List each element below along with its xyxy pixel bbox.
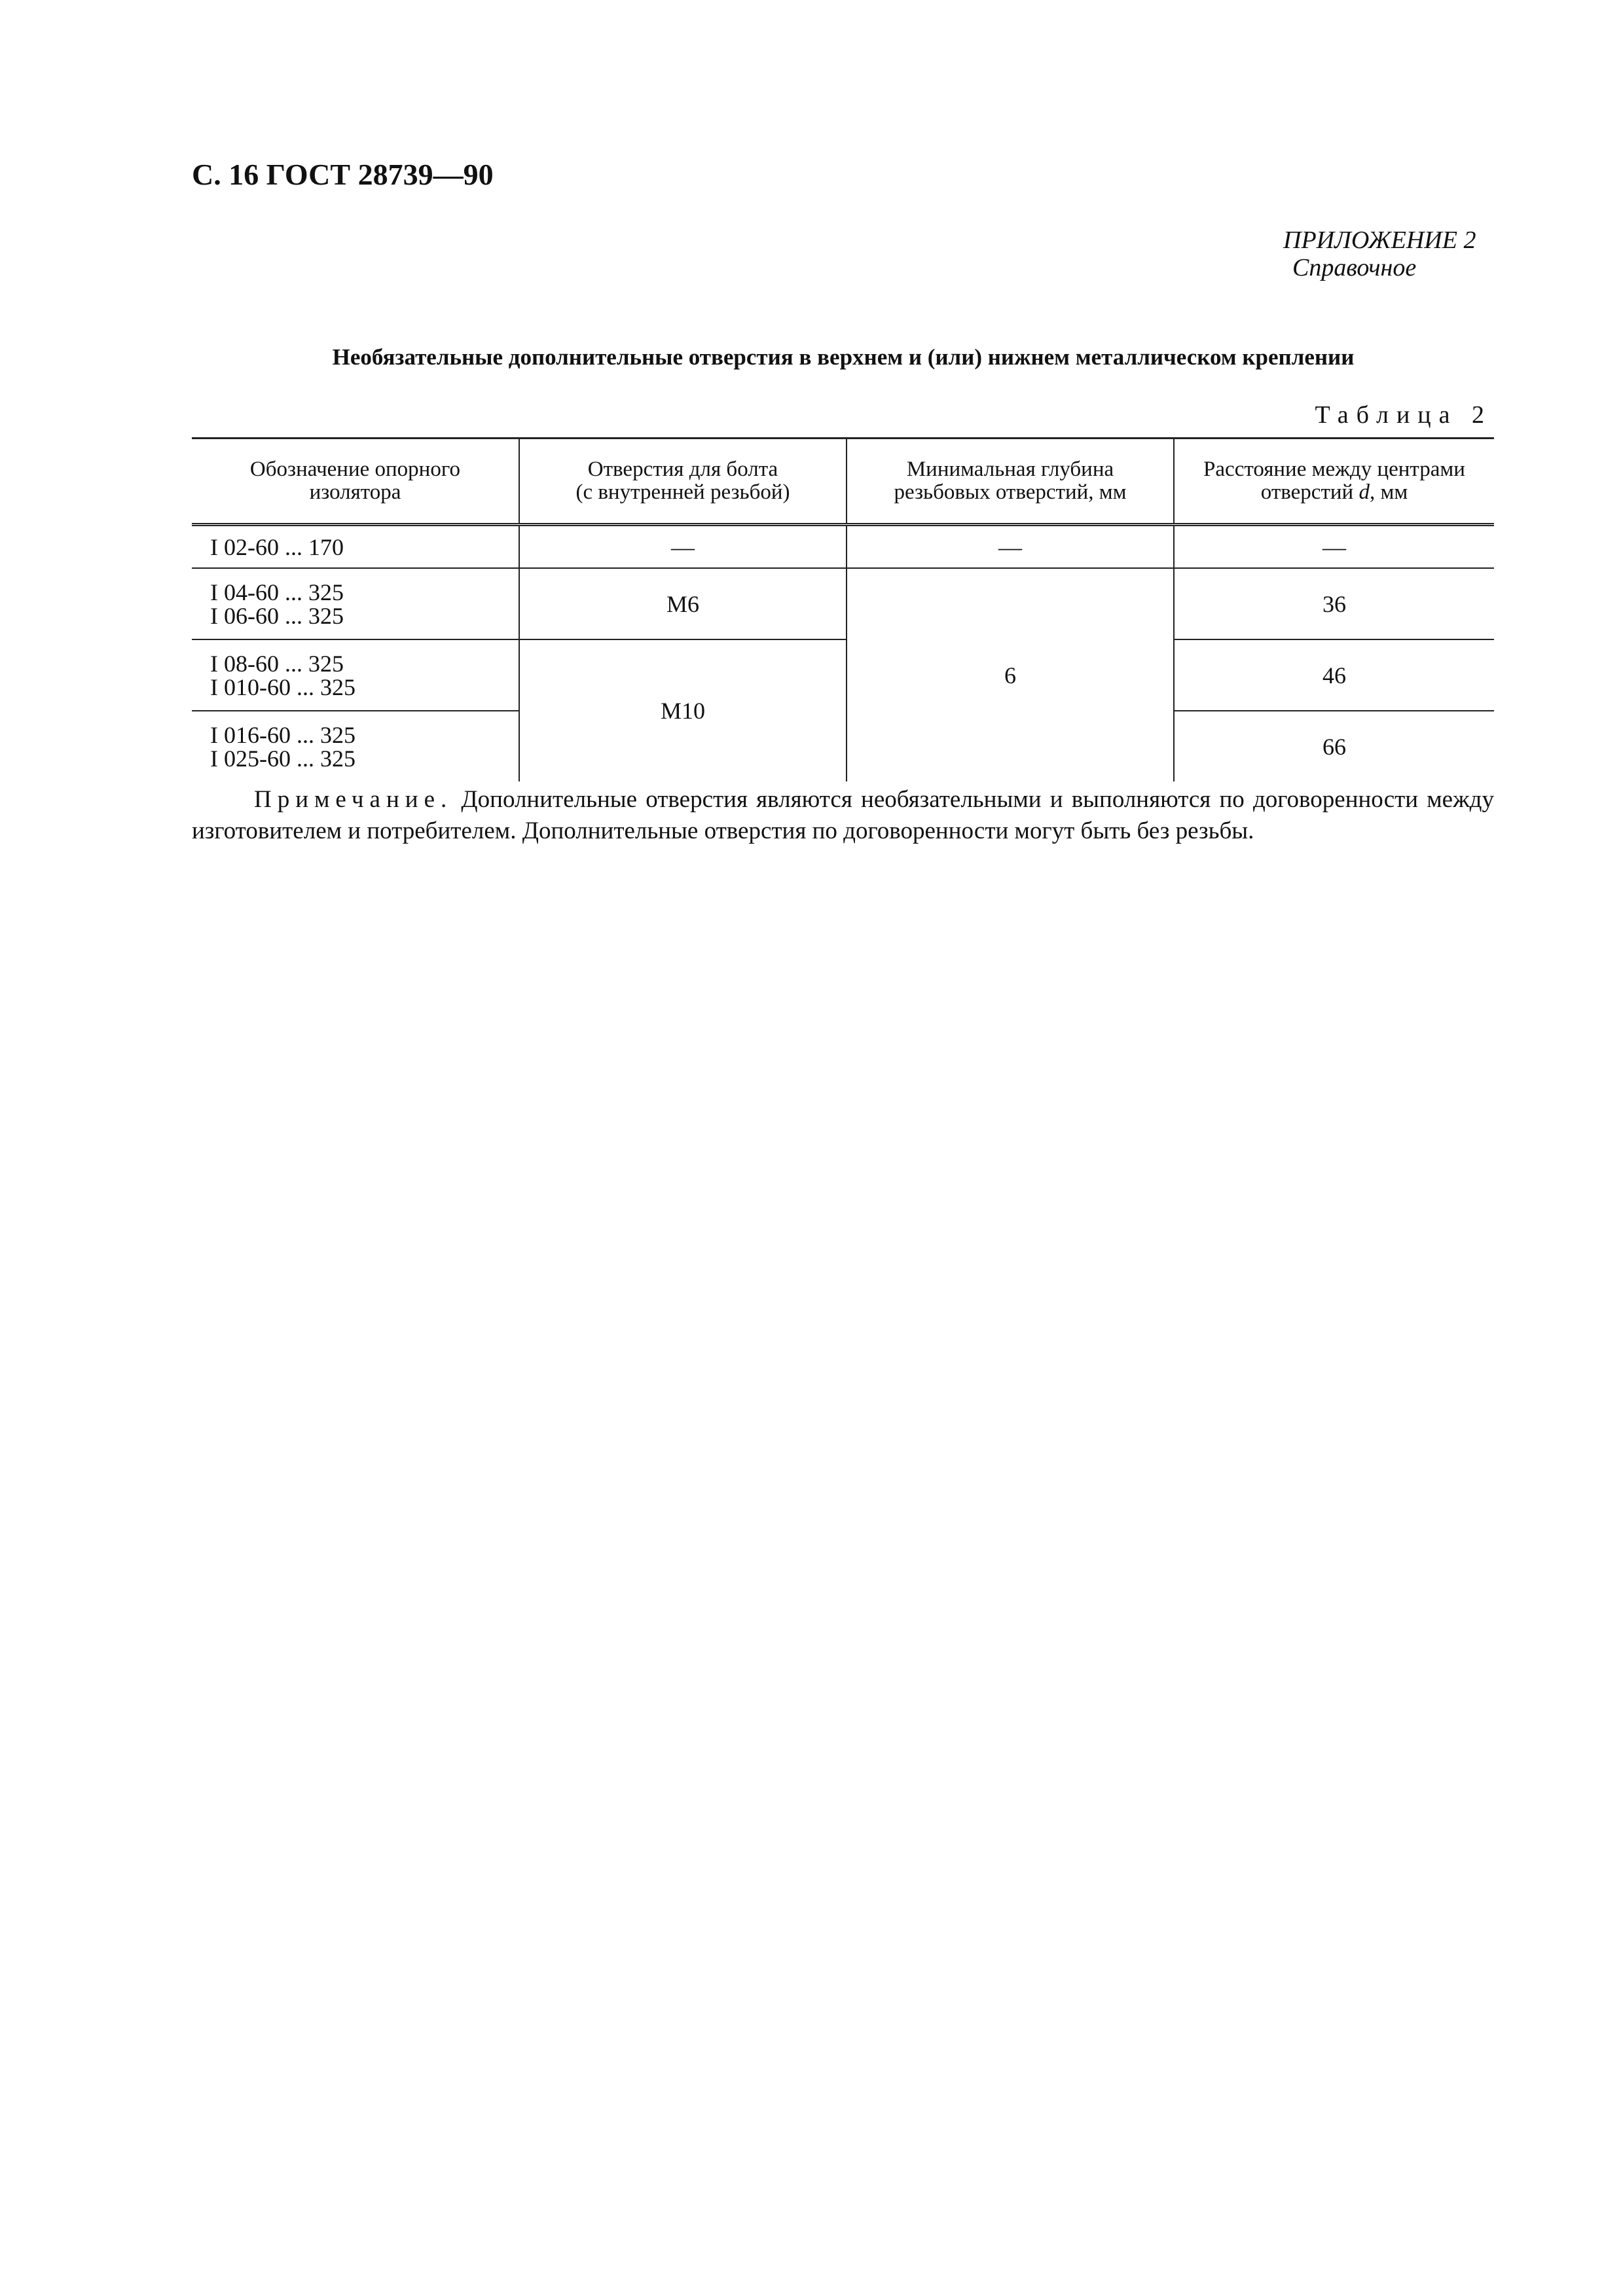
cell-min-depth: — <box>847 525 1174 569</box>
header-designation: Обозначение опорного изолятора <box>192 439 519 525</box>
appendix-label <box>1283 228 1476 280</box>
header-distance: Расстояние между центрами отверстий d, мм <box>1174 439 1494 525</box>
cell-designation: I 04-60 ... 325 I 06-60 ... 325 <box>192 568 519 639</box>
table-row <box>192 639 1494 711</box>
cell-distance: 36 <box>1174 568 1494 639</box>
table-label: Таблица 2 <box>1315 401 1492 429</box>
cell-designation: I 08-60 ... 325 I 010-60 ... 325 <box>192 639 519 711</box>
appendix-title: ПРИЛОЖЕНИЕ 2 <box>1283 226 1476 254</box>
table-header-row <box>192 439 1494 525</box>
document-title: Необязательные дополнительные отверстия в верхнем и (или) нижнем металлическом креплении <box>332 344 1355 370</box>
cell-bolt-holes: М6 <box>519 568 847 639</box>
appendix-type: Справочное <box>1292 254 1417 281</box>
cell-bolt-holes-merged: М10 <box>519 639 847 781</box>
table-note <box>192 784 1494 847</box>
cell-distance: 46 <box>1174 639 1494 711</box>
cell-distance: — <box>1174 525 1494 569</box>
cell-designation: I 016-60 ... 325 I 025-60 ... 325 <box>210 721 356 772</box>
cell-bolt-holes: — <box>519 525 847 569</box>
header-bolt-holes: Отверстия для болта (с внутренней резьбой) <box>519 439 847 525</box>
header-min-depth: Минимальная глубина резьбовых отверстий, мм <box>847 439 1174 525</box>
cell-distance: 66 <box>1174 711 1494 781</box>
table-row <box>192 568 1494 639</box>
cell-min-depth-merged: 6 <box>847 568 1174 781</box>
note-text: Дополнительные отверстия являются необязательными и выполняются по договоренности между изготовителем и потребителем. Дополнительные отверстия по договоренности могут быть без резьбы. <box>192 786 1494 844</box>
cell-designation: I 02-60 ... 170 <box>192 525 519 569</box>
page-header: С. 16 ГОСТ 28739—90 <box>192 158 494 191</box>
spec-table <box>192 437 1494 781</box>
table-row <box>192 525 1494 569</box>
note-lead: Примечание. <box>254 786 453 813</box>
